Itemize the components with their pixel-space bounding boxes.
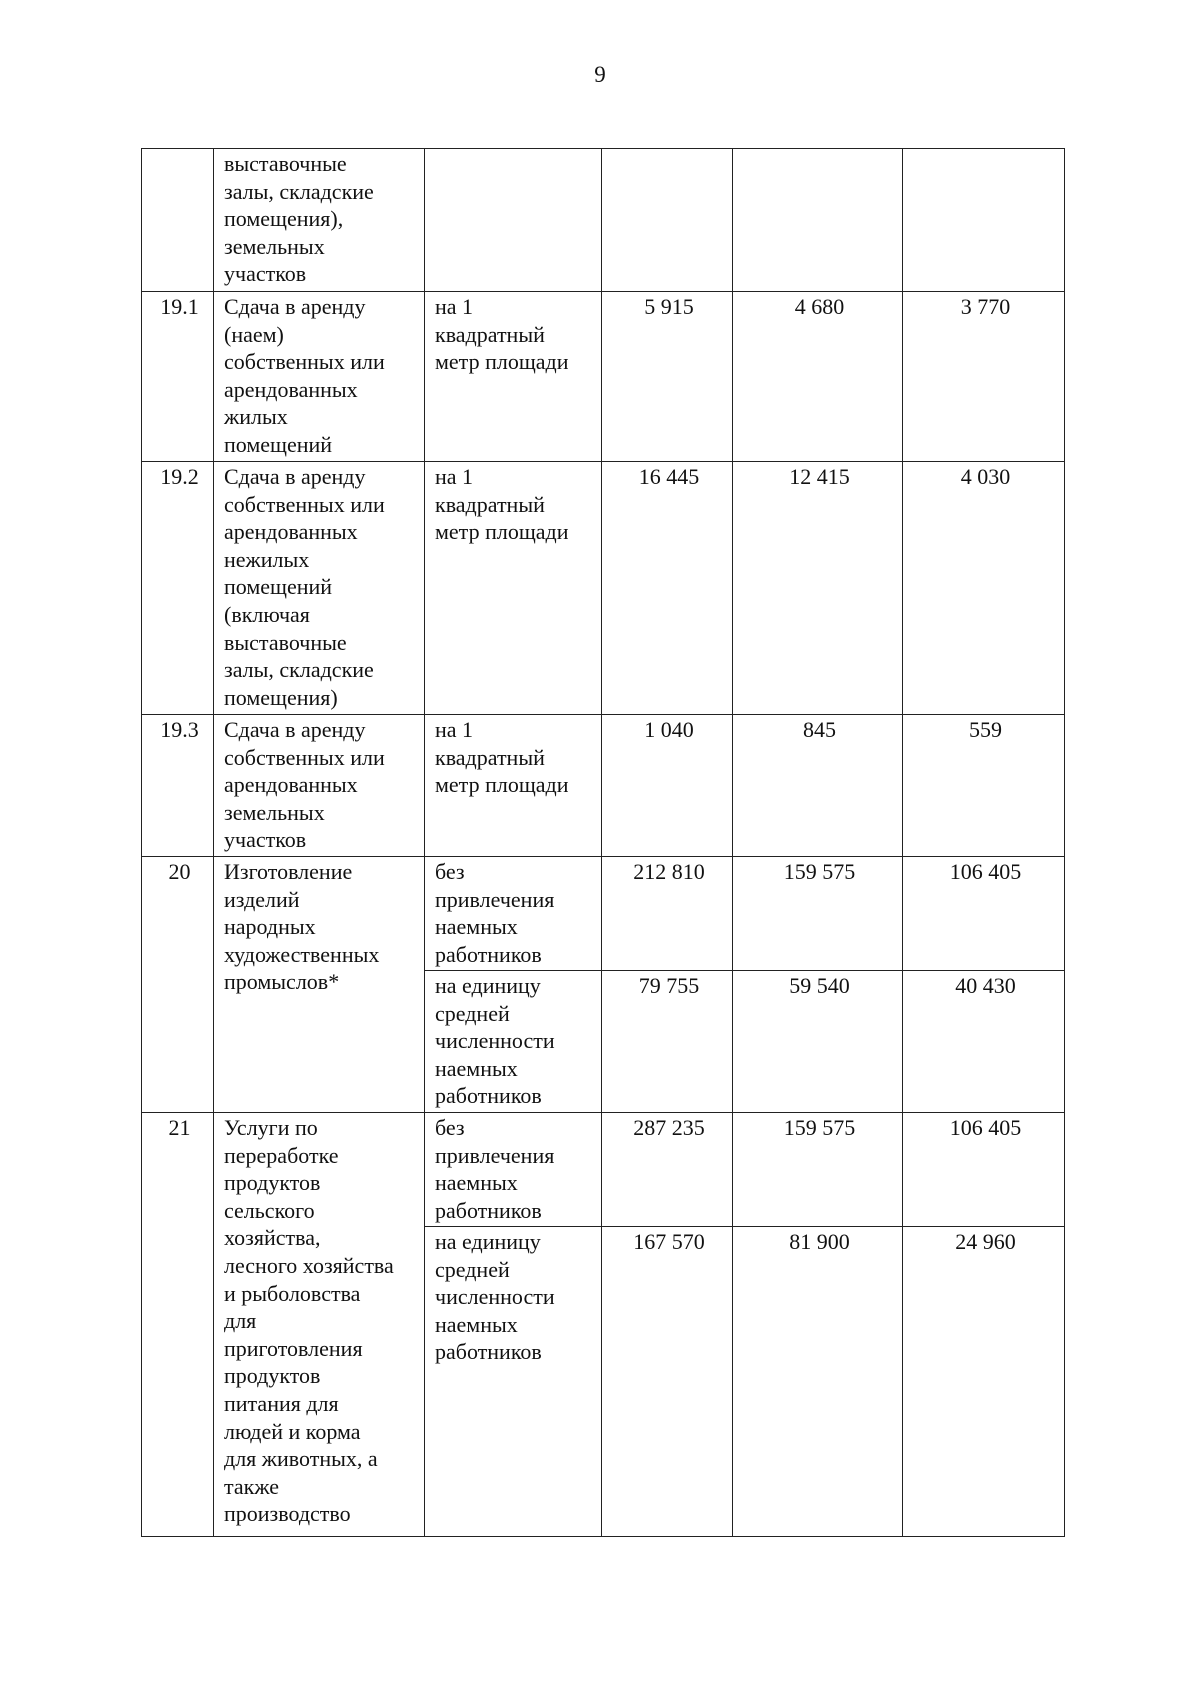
activity-name-line: собственных или — [224, 491, 385, 517]
table-row — [142, 462, 1065, 715]
activity-name-line: помещения) — [224, 684, 338, 710]
activity-name-line: жилых — [224, 404, 288, 430]
activity-name-line: нежилых — [224, 546, 310, 572]
table-row — [142, 1113, 1065, 1227]
unit-cell — [425, 1113, 602, 1227]
value-cell-2: 4 680 — [733, 292, 903, 462]
activity-name-line: промыслов* — [224, 969, 340, 995]
unit-line: наемных — [435, 914, 518, 940]
unit-cell — [425, 1227, 602, 1537]
activity-name-line: для животных, а — [224, 1446, 378, 1472]
unit-line: квадратный — [435, 744, 545, 770]
value-cell-3 — [903, 149, 1065, 292]
activity-name-line: людей и корма — [224, 1418, 361, 1444]
value-cell-1: 212 810 — [602, 857, 733, 971]
value-cell-2: 845 — [733, 715, 903, 857]
row-number: 21 — [142, 1113, 214, 1537]
unit-line: без — [435, 1115, 465, 1140]
unit-cell — [425, 462, 602, 715]
activity-name — [214, 462, 425, 715]
activity-name-line: помещений — [224, 574, 333, 600]
value-cell-1: 287 235 — [602, 1113, 733, 1227]
unit-cell — [425, 971, 602, 1113]
value-cell-3: 106 405 — [903, 1113, 1065, 1227]
value-cell-3: 3 770 — [903, 292, 1065, 462]
activity-name-line: Сдача в аренду — [224, 717, 366, 742]
value-cell-1: 16 445 — [602, 462, 733, 715]
activity-name — [214, 857, 425, 1113]
unit-line: на 1 — [435, 294, 474, 319]
activity-name-line: арендованных — [224, 376, 358, 402]
unit-cell — [425, 149, 602, 292]
value-cell-2: 59 540 — [733, 971, 903, 1113]
activity-name — [214, 149, 425, 292]
unit-line: квадратный — [435, 491, 545, 517]
unit-line: работников — [435, 1339, 542, 1365]
activity-name-line: (наем) — [224, 321, 284, 347]
activity-name-line: помещения), — [224, 206, 344, 232]
unit-line: метр площади — [435, 349, 569, 375]
activity-name-line: Сдача в аренду — [224, 294, 366, 319]
activity-name-line: также — [224, 1473, 280, 1499]
unit-line: средней — [435, 1000, 510, 1026]
activity-name-line: помещений — [224, 431, 333, 457]
activity-name-line: продуктов — [224, 1363, 321, 1389]
activity-name-line: собственных или — [224, 349, 385, 375]
activity-name-line: переработке — [224, 1142, 339, 1168]
value-cell-1 — [602, 149, 733, 292]
value-cell-1: 79 755 — [602, 971, 733, 1113]
activity-name-line: производство — [224, 1501, 351, 1527]
activity-name-line: Изготовление — [224, 859, 353, 884]
value-cell-1: 167 570 — [602, 1227, 733, 1537]
unit-line: работников — [435, 941, 542, 967]
activity-name-line: залы, складские — [224, 657, 374, 683]
value-cell-2: 81 900 — [733, 1227, 903, 1537]
activity-name-line: Сдача в аренду — [224, 464, 366, 489]
row-number: 19.1 — [142, 292, 214, 462]
activity-name-line: участков — [224, 827, 307, 853]
table-row — [142, 857, 1065, 971]
value-cell-3: 106 405 — [903, 857, 1065, 971]
activity-name-line: изделий — [224, 886, 300, 912]
activity-name-line: лесного хозяйства — [224, 1252, 394, 1278]
activity-name-line: сельского — [224, 1197, 315, 1223]
unit-line: работников — [435, 1197, 542, 1223]
unit-cell — [425, 292, 602, 462]
row-number: 19.3 — [142, 715, 214, 857]
unit-cell — [425, 715, 602, 857]
activity-name-line: и рыболовства — [224, 1280, 361, 1306]
value-cell-2 — [733, 149, 903, 292]
table-row — [142, 292, 1065, 462]
unit-cell — [425, 857, 602, 971]
activity-name-line: приготовления — [224, 1335, 363, 1361]
unit-line: численности — [435, 1284, 555, 1310]
unit-line: наемных — [435, 1055, 518, 1081]
unit-line: привлечения — [435, 886, 555, 912]
unit-line: наемных — [435, 1311, 518, 1337]
value-cell-1: 5 915 — [602, 292, 733, 462]
unit-line: работников — [435, 1083, 542, 1109]
value-cell-3: 24 960 — [903, 1227, 1065, 1537]
unit-line: на 1 — [435, 464, 474, 489]
value-cell-3: 559 — [903, 715, 1065, 857]
activity-name-line: земельных — [224, 233, 325, 259]
activity-name-line: выставочные — [224, 629, 347, 655]
unit-line: метр площади — [435, 519, 569, 545]
value-cell-3: 40 430 — [903, 971, 1065, 1113]
activity-name-line: арендованных — [224, 772, 358, 798]
page-number: 9 — [594, 62, 606, 87]
activity-name-line: продуктов — [224, 1170, 321, 1196]
activity-name-line: народных — [224, 914, 316, 940]
value-cell-3: 4 030 — [903, 462, 1065, 715]
table-row — [142, 715, 1065, 857]
activity-name — [214, 292, 425, 462]
unit-line: привлечения — [435, 1142, 555, 1168]
activity-name-line: хозяйства, — [224, 1225, 321, 1251]
activity-name-line: собственных или — [224, 744, 385, 770]
activity-name-line: (включая — [224, 601, 310, 627]
row-number: 20 — [142, 857, 214, 1113]
unit-line: без — [435, 859, 465, 884]
value-cell-2: 12 415 — [733, 462, 903, 715]
value-cell-2: 159 575 — [733, 1113, 903, 1227]
unit-line: на единицу — [435, 973, 541, 998]
value-cell-2: 159 575 — [733, 857, 903, 971]
row-number — [142, 149, 214, 292]
activity-name-line: художественных — [224, 941, 380, 967]
unit-line: численности — [435, 1028, 555, 1054]
activity-name-line: Услуги по — [224, 1115, 318, 1140]
unit-line: наемных — [435, 1170, 518, 1196]
unit-line: на единицу — [435, 1229, 541, 1254]
unit-line: средней — [435, 1256, 510, 1282]
tariff-table — [141, 148, 1065, 1537]
activity-name — [214, 715, 425, 857]
table-body — [142, 149, 1065, 1537]
activity-name-line: земельных — [224, 799, 325, 825]
activity-name-line: выставочные — [224, 151, 347, 176]
activity-name-line: арендованных — [224, 519, 358, 545]
unit-line: на 1 — [435, 717, 474, 742]
unit-line: метр площади — [435, 772, 569, 798]
unit-line: квадратный — [435, 321, 545, 347]
activity-name-line: участков — [224, 261, 307, 287]
row-number: 19.2 — [142, 462, 214, 715]
value-cell-1: 1 040 — [602, 715, 733, 857]
activity-name-line: для — [224, 1308, 257, 1334]
activity-name — [214, 1113, 425, 1537]
table-row — [142, 149, 1065, 292]
activity-name-line: залы, складские — [224, 178, 374, 204]
activity-name-line: питания для — [224, 1390, 339, 1416]
